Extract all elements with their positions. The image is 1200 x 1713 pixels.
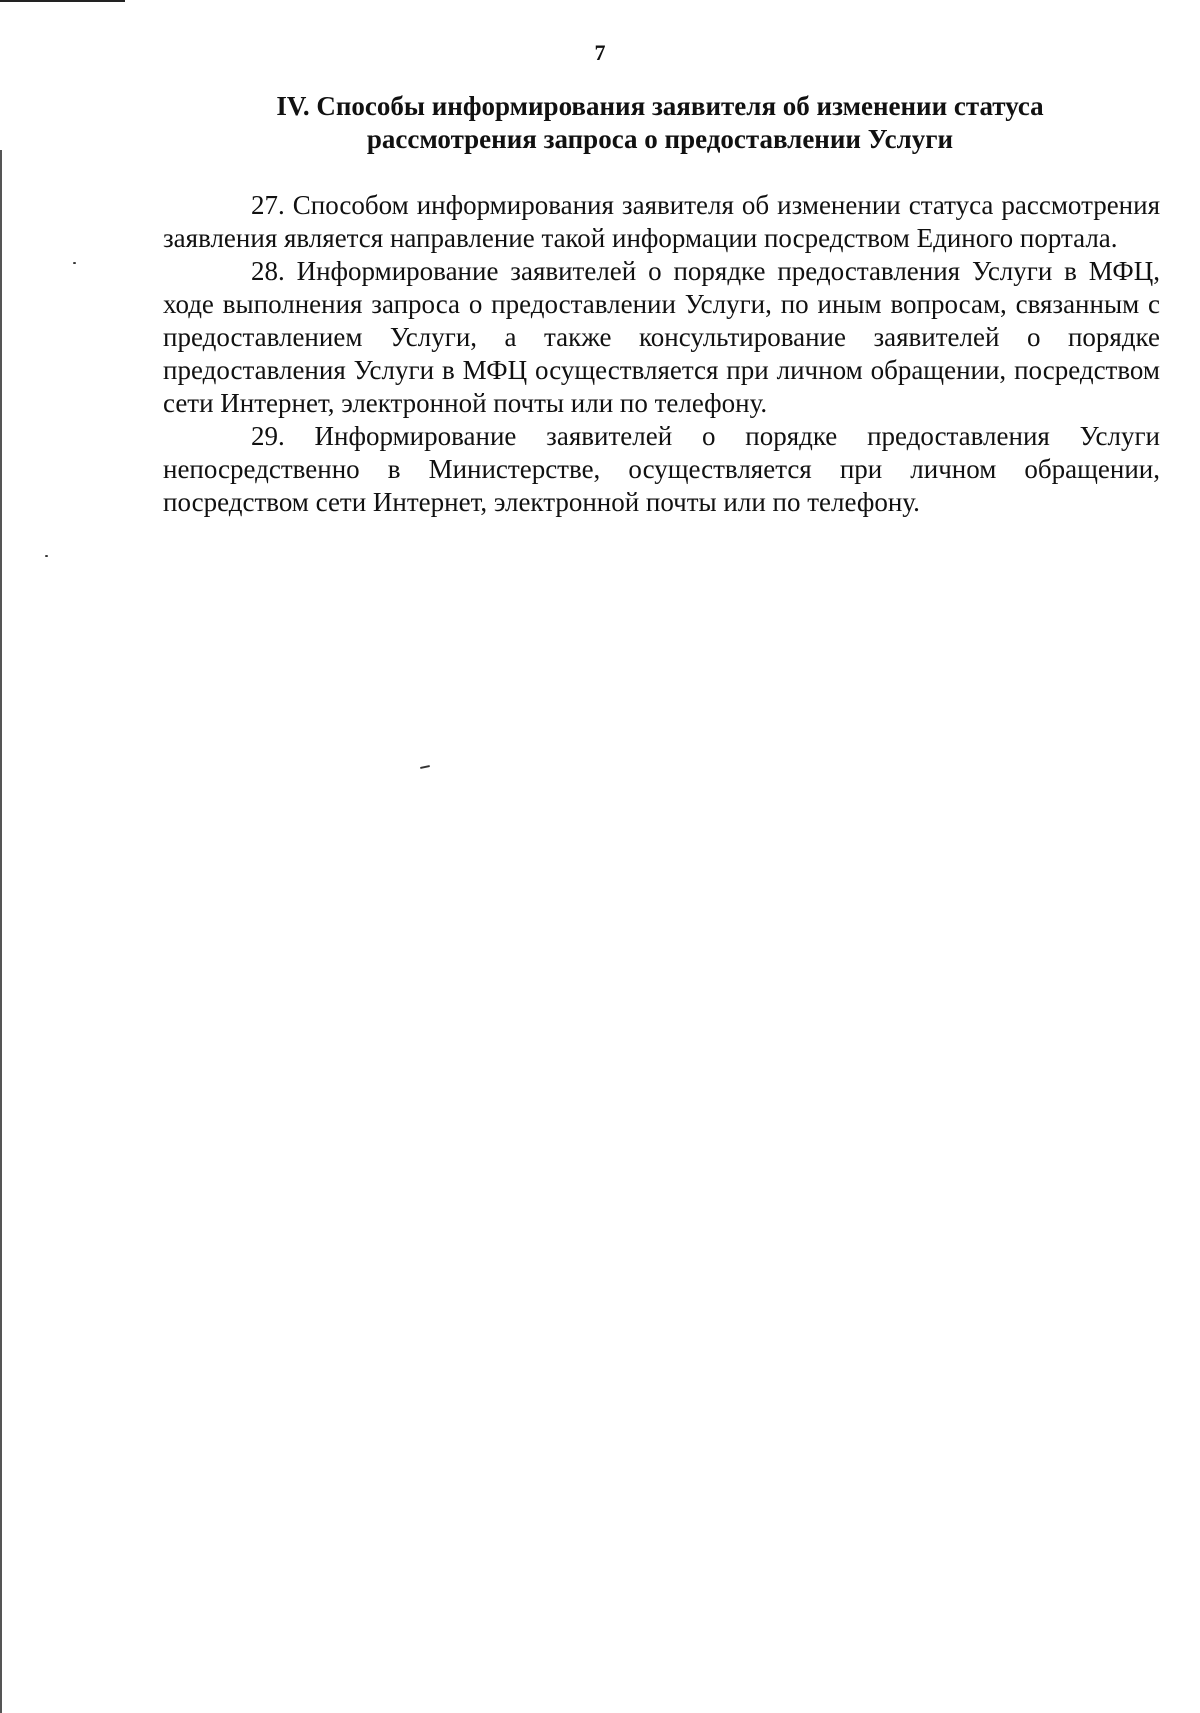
scan-speck	[420, 765, 430, 769]
scan-edge-left	[0, 150, 2, 1713]
paragraph-28: 28. Информирование заявителей о порядке предоставления Услуги в МФЦ, ходе выполнения запроса о предоставлении Услуги, по иным вопросам, связанным с предоставлением Услуги, а также консультирование заявителей о порядке предоставления Услуги в МФЦ осуществляется при личном обращении, посредством сети Интернет, электронной почты или по телефону.	[163, 256, 1160, 418]
section-title-line-1: IV. Способы информирования заявителя об изменении статуса	[276, 91, 1044, 121]
paragraph-29: 29. Информирование заявителей о порядке предоставления Услуги непосредственно в Министерстве, осуществляется при личном обращении, посредством сети Интернет, электронной почты или по телефону.	[163, 421, 1160, 517]
page-number: 7	[594, 40, 606, 65]
scan-edge-top	[0, 0, 125, 2]
scan-speck	[73, 262, 76, 264]
body-text	[163, 189, 1160, 519]
section-title	[160, 90, 1160, 156]
section-title-line-2: рассмотрения запроса о предоставлении Услуги	[366, 124, 954, 154]
paragraph-27: 27. Способом информирования заявителя об изменении статуса рассмотрения заявления является направление такой информации посредством Единого портала.	[163, 190, 1160, 253]
scan-speck	[45, 555, 48, 557]
